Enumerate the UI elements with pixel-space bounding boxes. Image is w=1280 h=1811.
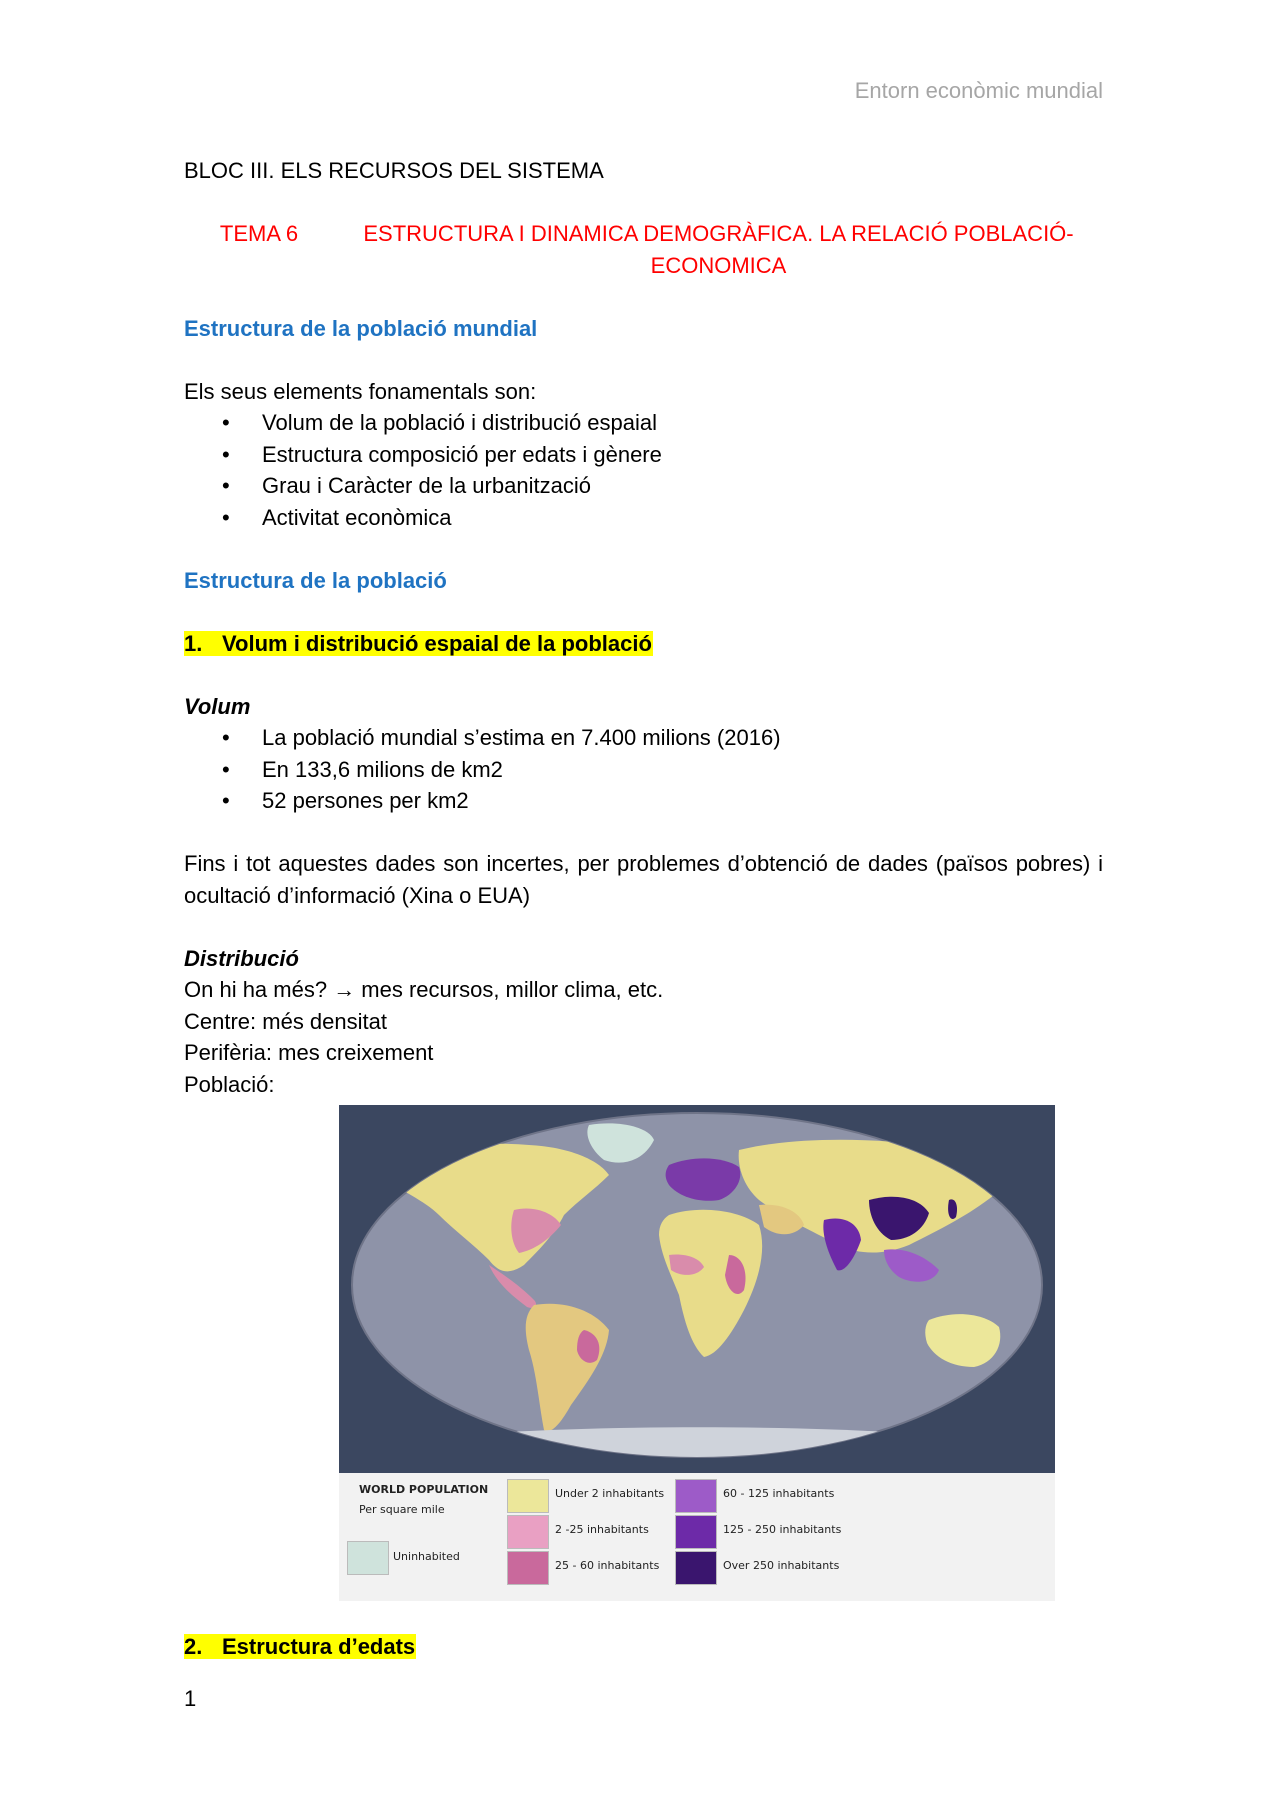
list-item: • Activitat econòmica (184, 502, 1103, 534)
legend-swatch-under-2 (507, 1479, 549, 1513)
distribucio-line: Població: (184, 1071, 275, 1097)
distribucio-label: Distribució (184, 945, 299, 971)
legend-swatch-2-25 (507, 1515, 549, 1549)
section-title-population: Estructura de la població (184, 567, 447, 593)
legend-label: 125 - 250 inhabitants (723, 1523, 842, 1536)
legend-swatch-25-60 (507, 1551, 549, 1585)
legend-swatch-over-250 (675, 1551, 717, 1585)
world-map-image (339, 1105, 1055, 1473)
legend-label: Under 2 inhabitants (555, 1487, 665, 1500)
page-number: 1 (184, 1686, 197, 1711)
document-body (184, 155, 1103, 1100)
volum-label: Volum (184, 693, 251, 719)
legend-label: Uninhabited (393, 1550, 460, 1563)
legend-swatch-uninhabited (347, 1541, 389, 1575)
tema-number: TEMA 6 (219, 221, 299, 246)
list-item: • Grau i Caràcter de la urbanització (184, 470, 1103, 502)
list-item: • La població mundial s’estima en 7.400 milions (2016) (184, 722, 1103, 754)
world-map-svg (339, 1105, 1055, 1473)
uncertainty-paragraph: Fins i tot aquestes dades son incertes, per problemes d’obtenció de dades (països pobres) i ocultació d’informació (Xina o EUA) (184, 851, 1103, 908)
tema-heading (184, 218, 1103, 281)
legend-swatch-60-125 (675, 1479, 717, 1513)
legend-subtitle: Per square mile (359, 1503, 445, 1516)
list-item: • En 133,6 milions de km2 (184, 754, 1103, 786)
bloc-title: BLOC III. ELS RECURSOS DEL SISTEMA (184, 158, 604, 183)
volum-list (184, 722, 1103, 817)
legend-label: 60 - 125 inhabitants (723, 1487, 835, 1500)
legend-label: 2 -25 inhabitants (555, 1523, 649, 1536)
distribucio-line: Centre: més densitat (184, 1008, 387, 1034)
distribucio-line: On hi ha més? → mes recursos, millor clima, etc. (184, 977, 664, 1002)
legend-label: Over 250 inhabitants (723, 1559, 840, 1572)
running-header: Entorn econòmic mundial (854, 78, 1103, 103)
legend-title: WORLD POPULATION (359, 1483, 489, 1496)
highlighted-heading-2: 2. Estructura d’edats (184, 1634, 416, 1659)
tema-title: ESTRUCTURA I DINAMICA DEMOGRÀFICA. LA RELACIÓ POBLACIÓ-ECONOMICA (363, 221, 1074, 278)
legend-swatch-125-250 (675, 1515, 717, 1549)
elements-list (184, 407, 1103, 533)
highlighted-heading-1: 1. Volum i distribució espaial de la població (184, 630, 652, 656)
map-legend (339, 1473, 1055, 1601)
list-item: • 52 persones per km2 (184, 785, 1103, 817)
list-item: • Volum de la població i distribució espaial (184, 407, 1103, 439)
section-title-world-population: Estructura de la població mundial (184, 315, 538, 341)
intro-text: Els seus elements fonamentals son: (184, 378, 537, 404)
legend-label: 25 - 60 inhabitants (555, 1559, 660, 1572)
distribucio-line: Perifèria: mes creixement (184, 1040, 434, 1065)
list-item: • Estructura composició per edats i gènere (184, 439, 1103, 471)
world-population-map-figure (339, 1105, 1055, 1601)
